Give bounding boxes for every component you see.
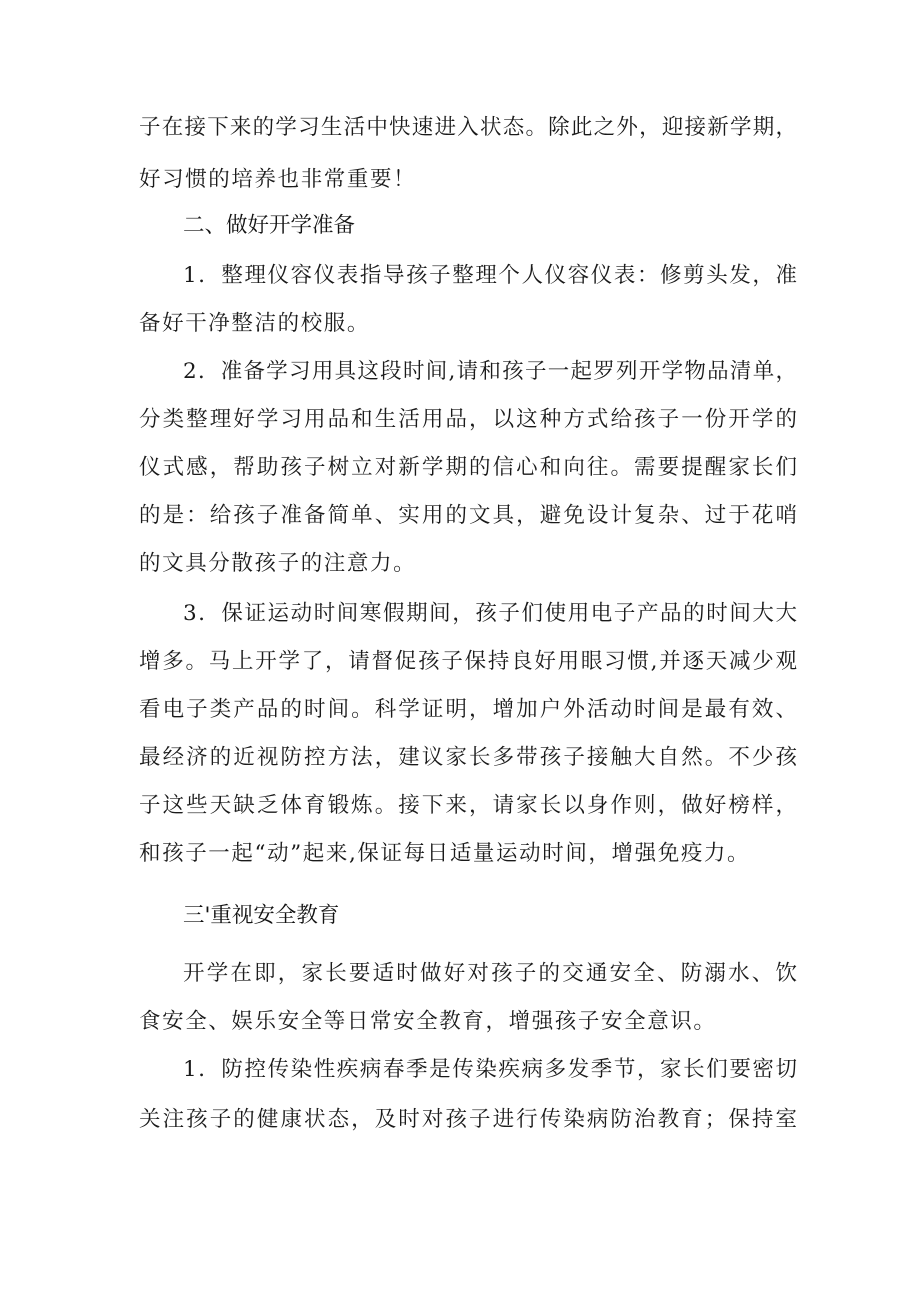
paragraph-line: 备好干净整洁的校服。 <box>139 311 371 336</box>
paragraph-line: 开学在即，家长要适时做好对孩子的交通安全、防溺水、饮 <box>183 961 797 986</box>
paragraph-line: 的是：给孩子准备简单、实用的文具，避免设计复杂、过于花哨 <box>139 503 797 528</box>
paragraph-line: 食安全、娱乐安全等日常安全教育，增强孩子安全意识。 <box>139 1009 717 1034</box>
paragraph-line: 1．防控传染性疾病春季是传染疾病多发季节，家长们要密切 <box>183 1057 797 1082</box>
section-heading: 二、做好开学准备 <box>183 213 356 238</box>
paragraph-line: 增多。马上开学了，请督促孩子保持良好用眼习惯,并逐天减少观 <box>139 649 797 674</box>
paragraph-line: 和孩子一起“动”起来,保证每日适量运动时间，增强免疫力。 <box>139 841 751 866</box>
paragraph-line: 分类整理好学习用品和生活用品，以这种方式给孩子一份开学的 <box>139 407 797 432</box>
paragraph-line: 看电子类产品的时间。科学证明，增加户外活动时间是最有效、 <box>139 697 797 722</box>
paragraph-line: 3．保证运动时间寒假期间，孩子们使用电子产品的时间大大 <box>183 601 797 626</box>
section-heading: 三'重视安全教育 <box>183 903 340 928</box>
paragraph-line: 好习惯的培养也非常重要！ <box>139 167 417 192</box>
paragraph-line: 1．整理仪容仪表指导孩子整理个人仪容仪表：修剪头发，准 <box>183 263 797 288</box>
paragraph-line: 的文具分散孩子的注意力。 <box>139 551 417 576</box>
paragraph-line: 子在接下来的学习生活中快速进入状态。除此之外，迎接新学期， <box>139 115 797 140</box>
paragraph-line: 最经济的近视防控方法，建议家长多带孩子接触大自然。不少孩 <box>139 745 797 770</box>
paragraph-line: 2．准备学习用具这段时间,请和孩子一起罗列开学物品清单， <box>183 359 797 384</box>
paragraph-line: 关注孩子的健康状态，及时对孩子进行传染病防治教育；保持室 <box>139 1107 797 1132</box>
paragraph-line: 仪式感，帮助孩子树立对新学期的信心和向往。需要提醒家长们 <box>139 455 797 480</box>
paragraph-line: 子这些天缺乏体育锻炼。接下来，请家长以身作则，做好榜样， <box>139 793 797 818</box>
